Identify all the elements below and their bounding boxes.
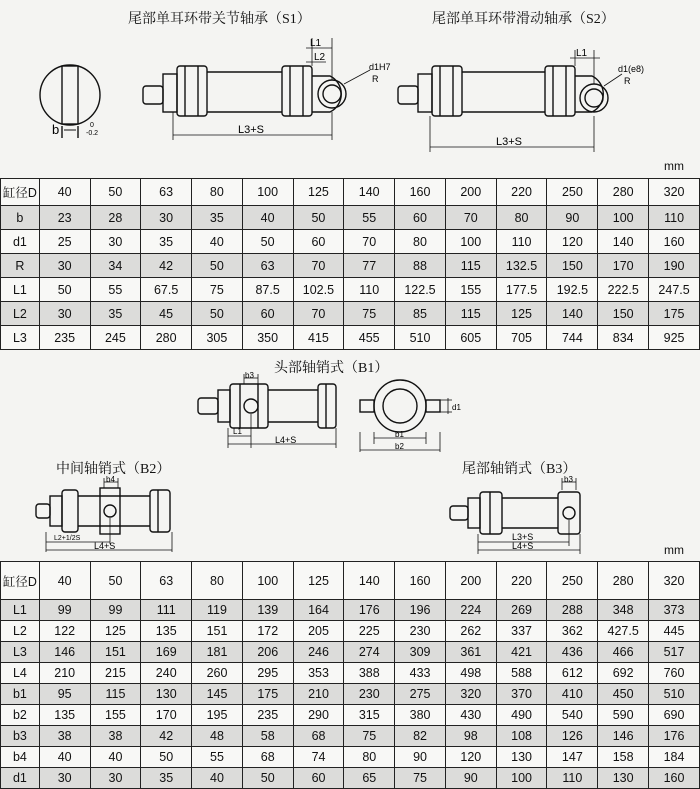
table-cell: 38 bbox=[90, 726, 141, 747]
table-cell: 110 bbox=[344, 278, 395, 302]
table-cell: 60 bbox=[293, 230, 344, 254]
table-row bbox=[1, 747, 700, 768]
table-cell: 50 bbox=[90, 562, 141, 600]
table-cell: 150 bbox=[547, 254, 598, 278]
dimension-label: L4+S bbox=[512, 541, 534, 551]
table-cell: 75 bbox=[192, 278, 243, 302]
table-cell: 370 bbox=[496, 684, 547, 705]
table-row bbox=[1, 768, 700, 789]
title-b1: 头部轴销式（B1） bbox=[274, 361, 389, 376]
table-cell: 63 bbox=[141, 179, 192, 206]
table-cell: 222.5 bbox=[598, 278, 649, 302]
s2-cylinder bbox=[398, 66, 608, 116]
table-cell: 35 bbox=[192, 206, 243, 230]
table-cell: 68 bbox=[293, 726, 344, 747]
table-cell: 612 bbox=[547, 663, 598, 684]
table-cell: 60 bbox=[395, 206, 446, 230]
table-row bbox=[1, 562, 700, 600]
table-cell: 30 bbox=[39, 254, 90, 278]
table-cell: 320 bbox=[445, 684, 496, 705]
table-cell: 55 bbox=[344, 206, 395, 230]
table-cell: L2 bbox=[1, 621, 40, 642]
table-cell: 280 bbox=[598, 562, 649, 600]
table-cell: 925 bbox=[649, 326, 700, 350]
table-cell: 126 bbox=[547, 726, 598, 747]
title-b3: 尾部轴销式（B3） bbox=[462, 462, 577, 477]
table-cell: 427.5 bbox=[598, 621, 649, 642]
table-cell: 309 bbox=[395, 642, 446, 663]
dimension-label: R bbox=[624, 76, 631, 86]
table-cell: 130 bbox=[598, 768, 649, 789]
table-cell: 88 bbox=[395, 254, 446, 278]
title-s1: 尾部单耳环带关节轴承（S1） bbox=[128, 12, 311, 27]
table-cell: 50 bbox=[39, 278, 90, 302]
table-cell: 140 bbox=[344, 562, 395, 600]
table-cell: d1 bbox=[1, 768, 40, 789]
table-row bbox=[1, 726, 700, 747]
table-row bbox=[1, 302, 700, 326]
table-cell: 30 bbox=[141, 206, 192, 230]
table-cell: 70 bbox=[293, 254, 344, 278]
table-row bbox=[1, 705, 700, 726]
table-cell: 155 bbox=[445, 278, 496, 302]
dimension-label: L3+S bbox=[512, 532, 534, 542]
table-cell: 320 bbox=[649, 179, 700, 206]
table-cell: 100 bbox=[496, 768, 547, 789]
dimension-label: L4+S bbox=[275, 435, 297, 445]
dimension-label: d1 bbox=[452, 403, 461, 412]
table-cell: 45 bbox=[141, 302, 192, 326]
dimension-label: L1 bbox=[233, 427, 242, 436]
table-cell: 140 bbox=[344, 179, 395, 206]
table-cell: 195 bbox=[192, 705, 243, 726]
table-cell: 42 bbox=[141, 254, 192, 278]
table-cell: 744 bbox=[547, 326, 598, 350]
table-cell: 110 bbox=[649, 206, 700, 230]
table-cell: 50 bbox=[141, 747, 192, 768]
table-cell: 175 bbox=[649, 302, 700, 326]
table-cell: 433 bbox=[395, 663, 446, 684]
table-cell: 30 bbox=[39, 302, 90, 326]
table-cell: 760 bbox=[649, 663, 700, 684]
table-cell: 122.5 bbox=[395, 278, 446, 302]
table-cell: 184 bbox=[649, 747, 700, 768]
table-cell: 100 bbox=[242, 562, 293, 600]
table-cell: 99 bbox=[90, 600, 141, 621]
table-row bbox=[1, 254, 700, 278]
dimension-label: L2 bbox=[314, 52, 326, 63]
dimension-label: b2 bbox=[395, 442, 404, 451]
table-cell: 170 bbox=[598, 254, 649, 278]
table-cell: 40 bbox=[90, 747, 141, 768]
table-cell: 176 bbox=[649, 726, 700, 747]
table-cell: 90 bbox=[395, 747, 446, 768]
table-cell: b bbox=[1, 206, 40, 230]
table-cell: 40 bbox=[192, 768, 243, 789]
table-cell: 108 bbox=[496, 726, 547, 747]
table-cell: 690 bbox=[649, 705, 700, 726]
table-cell: 834 bbox=[598, 326, 649, 350]
table-cell: L4 bbox=[1, 663, 40, 684]
table-cell: 151 bbox=[90, 642, 141, 663]
table-cell: 605 bbox=[445, 326, 496, 350]
table-cell: 151 bbox=[192, 621, 243, 642]
table-cell: 220 bbox=[496, 562, 547, 600]
table-cell: 34 bbox=[90, 254, 141, 278]
table-cell: 100 bbox=[598, 206, 649, 230]
table-cell: 102.5 bbox=[293, 278, 344, 302]
table-cell: 75 bbox=[344, 302, 395, 326]
table-cell: 160 bbox=[649, 230, 700, 254]
table-cell: L1 bbox=[1, 278, 40, 302]
table-row bbox=[1, 663, 700, 684]
table-cell: 498 bbox=[445, 663, 496, 684]
table-cell: 415 bbox=[293, 326, 344, 350]
table-cell: 75 bbox=[395, 768, 446, 789]
table-cell: 215 bbox=[90, 663, 141, 684]
table-cell: 55 bbox=[192, 747, 243, 768]
table-cell: 125 bbox=[293, 179, 344, 206]
table-cell: 155 bbox=[90, 705, 141, 726]
table-cell: 87.5 bbox=[242, 278, 293, 302]
table-cell: 111 bbox=[141, 600, 192, 621]
table-cell: 190 bbox=[649, 254, 700, 278]
table-cell: 206 bbox=[242, 642, 293, 663]
table-cell: 40 bbox=[242, 206, 293, 230]
table-cell: 181 bbox=[192, 642, 243, 663]
table-cell: 146 bbox=[39, 642, 90, 663]
table-cell: L2 bbox=[1, 302, 40, 326]
table-cell: 247.5 bbox=[649, 278, 700, 302]
table-cell: 85 bbox=[395, 302, 446, 326]
b1-end-view bbox=[360, 380, 440, 432]
table-cell: 40 bbox=[39, 179, 90, 206]
dimension-label: 0 bbox=[90, 122, 94, 129]
table-cell: 50 bbox=[293, 206, 344, 230]
table-cell: 250 bbox=[547, 179, 598, 206]
table-cell: 115 bbox=[445, 302, 496, 326]
table-cell: 200 bbox=[445, 179, 496, 206]
table-cell: 23 bbox=[39, 206, 90, 230]
s1-cylinder bbox=[143, 66, 346, 116]
table-cell: 70 bbox=[445, 206, 496, 230]
dimension-label: d1H7 bbox=[369, 62, 391, 72]
table-cell: 280 bbox=[598, 179, 649, 206]
table-cell: 445 bbox=[649, 621, 700, 642]
table-cell: 25 bbox=[39, 230, 90, 254]
table-cell: 147 bbox=[547, 747, 598, 768]
table-cell: 38 bbox=[39, 726, 90, 747]
table-cell: 135 bbox=[39, 705, 90, 726]
table-cell: 100 bbox=[445, 230, 496, 254]
table-cell: 98 bbox=[445, 726, 496, 747]
unit-label-2: mm bbox=[664, 543, 684, 557]
table-cell: 130 bbox=[496, 747, 547, 768]
table-cell: 362 bbox=[547, 621, 598, 642]
table-cell: R bbox=[1, 254, 40, 278]
dimension-label: -0.2 bbox=[86, 130, 99, 137]
table-cell: 75 bbox=[344, 726, 395, 747]
table-cell: 210 bbox=[293, 684, 344, 705]
middle-drawings bbox=[0, 370, 700, 560]
table-cell: b2 bbox=[1, 705, 40, 726]
table-cell: L3 bbox=[1, 326, 40, 350]
table-cell: 30 bbox=[90, 768, 141, 789]
table-cell: 262 bbox=[445, 621, 496, 642]
table-cell: 95 bbox=[39, 684, 90, 705]
table-cell: 80 bbox=[496, 206, 547, 230]
table-row bbox=[1, 684, 700, 705]
table-cell: 430 bbox=[445, 705, 496, 726]
table-cell: 74 bbox=[293, 747, 344, 768]
table-cell: 160 bbox=[395, 179, 446, 206]
table-cell: 510 bbox=[649, 684, 700, 705]
table-cell: 115 bbox=[445, 254, 496, 278]
table-cell: 125 bbox=[90, 621, 141, 642]
table-cell: 67.5 bbox=[141, 278, 192, 302]
table-cell: 540 bbox=[547, 705, 598, 726]
dimension-label: L3+S bbox=[496, 136, 522, 148]
table-cell: 35 bbox=[141, 768, 192, 789]
table-cell: 410 bbox=[547, 684, 598, 705]
table-cell: 164 bbox=[293, 600, 344, 621]
table-cell: 235 bbox=[242, 705, 293, 726]
table-cell: 120 bbox=[547, 230, 598, 254]
table-row bbox=[1, 206, 700, 230]
table-cell: L3 bbox=[1, 642, 40, 663]
table-cell: 235 bbox=[39, 326, 90, 350]
dimension-label: L3+S bbox=[238, 124, 264, 136]
table-cell: 169 bbox=[141, 642, 192, 663]
table-cell: 63 bbox=[141, 562, 192, 600]
title-b2: 中间轴销式（B2） bbox=[56, 462, 171, 477]
table-cell: 192.5 bbox=[547, 278, 598, 302]
table-cell: 50 bbox=[192, 254, 243, 278]
table-cell: 77 bbox=[344, 254, 395, 278]
table-row bbox=[1, 600, 700, 621]
dimension-label: L2+1/2S bbox=[54, 535, 81, 542]
table-cell: 80 bbox=[192, 562, 243, 600]
table-cell: 450 bbox=[598, 684, 649, 705]
table-cell: 350 bbox=[242, 326, 293, 350]
table-cell: b3 bbox=[1, 726, 40, 747]
table-cell: 60 bbox=[293, 768, 344, 789]
table-cell: 175 bbox=[242, 684, 293, 705]
table-cell: 140 bbox=[547, 302, 598, 326]
table-cell: 145 bbox=[192, 684, 243, 705]
table-cell: 288 bbox=[547, 600, 598, 621]
table-cell: 305 bbox=[192, 326, 243, 350]
table-cell: 436 bbox=[547, 642, 598, 663]
dimension-label: L1 bbox=[310, 38, 322, 49]
table-cell: 30 bbox=[39, 768, 90, 789]
table-cell: 269 bbox=[496, 600, 547, 621]
table-row bbox=[1, 278, 700, 302]
table-cell: 361 bbox=[445, 642, 496, 663]
table-cell: 170 bbox=[141, 705, 192, 726]
table-cell: 42 bbox=[141, 726, 192, 747]
table-cell: 160 bbox=[395, 562, 446, 600]
table-cell: 146 bbox=[598, 726, 649, 747]
table-cell: 220 bbox=[496, 179, 547, 206]
table-cell: 120 bbox=[445, 747, 496, 768]
table-cell: 82 bbox=[395, 726, 446, 747]
table-cell: 320 bbox=[649, 562, 700, 600]
table-cell: 50 bbox=[192, 302, 243, 326]
b3-cylinder bbox=[450, 492, 580, 534]
table-cell: 225 bbox=[344, 621, 395, 642]
table-cell: 246 bbox=[293, 642, 344, 663]
table-cell: 缸径D bbox=[1, 179, 40, 206]
table-cell: 130 bbox=[141, 684, 192, 705]
dimension-label: L4+S bbox=[94, 541, 116, 551]
table-row bbox=[1, 179, 700, 206]
table-cell: 275 bbox=[395, 684, 446, 705]
table-cell: 68 bbox=[242, 747, 293, 768]
b1-cylinder bbox=[198, 384, 336, 428]
table-cell: b1 bbox=[1, 684, 40, 705]
table-cell: L1 bbox=[1, 600, 40, 621]
table-cell: 466 bbox=[598, 642, 649, 663]
table-cell: 348 bbox=[598, 600, 649, 621]
unit-label-1: mm bbox=[664, 159, 684, 173]
table-cell: 490 bbox=[496, 705, 547, 726]
table-row bbox=[1, 326, 700, 350]
table-cell: 315 bbox=[344, 705, 395, 726]
table-row bbox=[1, 621, 700, 642]
spec-table-2 bbox=[0, 561, 700, 789]
table-cell: 80 bbox=[192, 179, 243, 206]
table-cell: 705 bbox=[496, 326, 547, 350]
table-cell: 119 bbox=[192, 600, 243, 621]
table-cell: 158 bbox=[598, 747, 649, 768]
spec-table-1 bbox=[0, 178, 700, 350]
table-cell: 295 bbox=[242, 663, 293, 684]
table-cell: 132.5 bbox=[496, 254, 547, 278]
table-cell: 172 bbox=[242, 621, 293, 642]
table-cell: 140 bbox=[598, 230, 649, 254]
table-cell: 205 bbox=[293, 621, 344, 642]
table-cell: 30 bbox=[90, 230, 141, 254]
table-cell: 35 bbox=[90, 302, 141, 326]
dimension-label: b3 bbox=[564, 475, 573, 484]
table-cell: 110 bbox=[496, 230, 547, 254]
table-cell: 58 bbox=[242, 726, 293, 747]
table-cell: 40 bbox=[39, 747, 90, 768]
table-cell: 90 bbox=[445, 768, 496, 789]
table-cell: 455 bbox=[344, 326, 395, 350]
table-cell: 280 bbox=[141, 326, 192, 350]
table-cell: d1 bbox=[1, 230, 40, 254]
dimension-label: R bbox=[372, 74, 379, 84]
table-cell: 63 bbox=[242, 254, 293, 278]
table-cell: 200 bbox=[445, 562, 496, 600]
table-cell: 274 bbox=[344, 642, 395, 663]
table-cell: 224 bbox=[445, 600, 496, 621]
table-cell: 230 bbox=[344, 684, 395, 705]
table-cell: 260 bbox=[192, 663, 243, 684]
table-cell: 40 bbox=[192, 230, 243, 254]
table-row bbox=[1, 230, 700, 254]
dimension-label: b4 bbox=[106, 475, 115, 484]
table-cell: b4 bbox=[1, 747, 40, 768]
table-cell: 590 bbox=[598, 705, 649, 726]
table-cell: 缸径D bbox=[1, 562, 40, 600]
table-cell: 388 bbox=[344, 663, 395, 684]
table-cell: 245 bbox=[90, 326, 141, 350]
table-cell: 65 bbox=[344, 768, 395, 789]
table-cell: 55 bbox=[90, 278, 141, 302]
table-cell: 50 bbox=[242, 768, 293, 789]
table-cell: 125 bbox=[496, 302, 547, 326]
table-row bbox=[1, 642, 700, 663]
table-cell: 517 bbox=[649, 642, 700, 663]
table-cell: 60 bbox=[242, 302, 293, 326]
table-cell: 373 bbox=[649, 600, 700, 621]
b-label: b bbox=[52, 122, 60, 137]
table-cell: 353 bbox=[293, 663, 344, 684]
table-cell: 421 bbox=[496, 642, 547, 663]
dimension-label: b1 bbox=[395, 430, 404, 439]
table-cell: 99 bbox=[39, 600, 90, 621]
b2-cylinder bbox=[36, 488, 170, 534]
table-cell: 110 bbox=[547, 768, 598, 789]
table-cell: 150 bbox=[598, 302, 649, 326]
table-cell: 160 bbox=[649, 768, 700, 789]
table-cell: 115 bbox=[90, 684, 141, 705]
table-cell: 510 bbox=[395, 326, 446, 350]
table-cell: 70 bbox=[293, 302, 344, 326]
table-cell: 176 bbox=[344, 600, 395, 621]
table-cell: 210 bbox=[39, 663, 90, 684]
dimension-label: L1 bbox=[576, 48, 588, 59]
table-cell: 692 bbox=[598, 663, 649, 684]
table-cell: 135 bbox=[141, 621, 192, 642]
table-cell: 290 bbox=[293, 705, 344, 726]
table-cell: 40 bbox=[39, 562, 90, 600]
table-cell: 80 bbox=[395, 230, 446, 254]
table-cell: 35 bbox=[141, 230, 192, 254]
table-cell: 48 bbox=[192, 726, 243, 747]
table-cell: 122 bbox=[39, 621, 90, 642]
table-cell: 230 bbox=[395, 621, 446, 642]
table-cell: 100 bbox=[242, 179, 293, 206]
table-cell: 80 bbox=[344, 747, 395, 768]
table-cell: 139 bbox=[242, 600, 293, 621]
table-cell: 50 bbox=[90, 179, 141, 206]
table-cell: 50 bbox=[242, 230, 293, 254]
table-cell: 250 bbox=[547, 562, 598, 600]
table-cell: 125 bbox=[293, 562, 344, 600]
table-cell: 380 bbox=[395, 705, 446, 726]
table-cell: 70 bbox=[344, 230, 395, 254]
table-cell: 28 bbox=[90, 206, 141, 230]
table-cell: 196 bbox=[395, 600, 446, 621]
dimension-label: b3 bbox=[245, 371, 254, 380]
table-cell: 588 bbox=[496, 663, 547, 684]
title-s2: 尾部单耳环带滑动轴承（S2） bbox=[432, 12, 615, 27]
top-drawings bbox=[0, 0, 700, 160]
table-cell: 90 bbox=[547, 206, 598, 230]
table-cell: 337 bbox=[496, 621, 547, 642]
table-cell: 177.5 bbox=[496, 278, 547, 302]
table-cell: 240 bbox=[141, 663, 192, 684]
dimension-label: d1(e8) bbox=[618, 64, 645, 74]
